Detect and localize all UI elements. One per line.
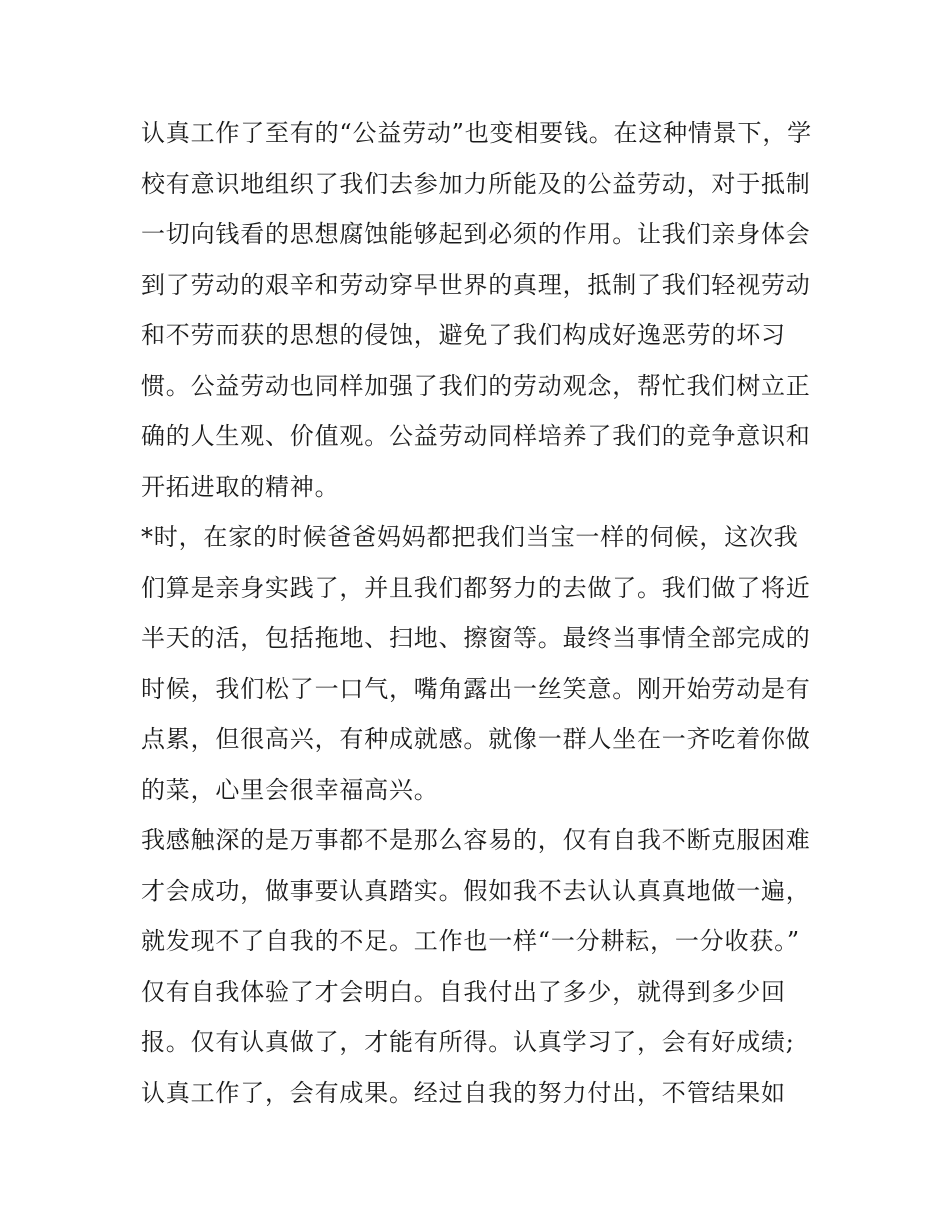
text-line: 就发现不了自我的不足。工作也一样“一分耕耘，一分收获。” <box>141 927 800 955</box>
text-line: 惯。公益劳动也同样加强了我们的劳动观念，帮忙我们树立正 <box>141 371 811 400</box>
text-line: 校有意识地组织了我们去参加力所能及的公益劳动，对于抵制 <box>141 169 811 198</box>
text-line: 和不劳而获的思想的侵蚀，避免了我们构成好逸恶劳的坏习 <box>141 321 786 349</box>
text-line: 报。仅有认真做了，才能有所得。认真学习了，会有好成绩; <box>141 1028 795 1056</box>
text-line: 一切向钱看的思想腐蚀能够起到必须的作用。让我们亲身体会 <box>141 220 811 248</box>
text-line: 才会成功，做事要认真踏实。假如我不去认认真真地做一遍， <box>141 876 811 905</box>
text-line: 我感触深的是万事都不是那么容易的，仅有自我不断克服困难 <box>141 826 811 854</box>
document-body <box>141 108 821 1118</box>
text-line: 到了劳动的艰辛和劳动穿早世界的真理，抵制了我们轻视劳动 <box>141 270 811 299</box>
text-line: 认真工作了，会有成果。经过自我的努力付出，不管结果如 <box>141 1078 786 1107</box>
text-line: *时，在家的时候爸爸妈妈都把我们当宝一样的伺候，这次我 <box>141 523 799 551</box>
text-line: 点累，但很高兴，有种成就感。就像一群人坐在一齐吃着你做 <box>141 725 811 753</box>
text-line: 仅有自我体验了才会明白。自我付出了多少，就得到多少回 <box>141 977 786 1006</box>
text-line: 认真工作了至有的“公益劳动”也变相要钱。在这种情景下，学 <box>141 119 812 147</box>
text-line: 时候，我们松了一口气，嘴角露出一丝笑意。刚开始劳动是有 <box>141 674 811 703</box>
text-line: 确的人生观、价值观。公益劳动同样培养了我们的竞争意识和 <box>141 422 811 450</box>
text-line: 开拓进取的精神。 <box>141 472 340 501</box>
text-line: 的菜，心里会很幸福高兴。 <box>141 775 439 804</box>
text-line: 们算是亲身实践了，并且我们都努力的去做了。我们做了将近 <box>141 573 811 602</box>
text-line: 半天的活，包括拖地、扫地、擦窗等。最终当事情全部完成的 <box>141 624 811 652</box>
